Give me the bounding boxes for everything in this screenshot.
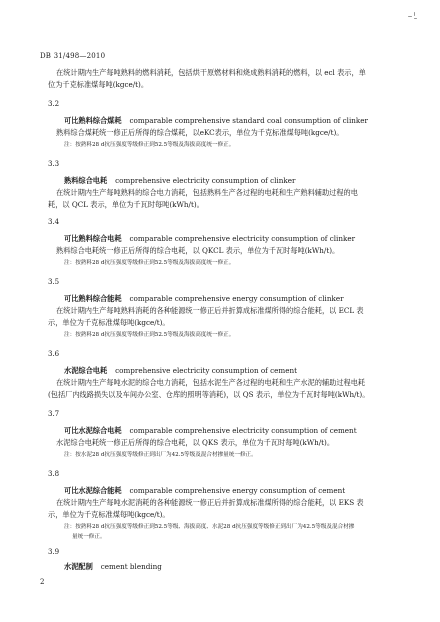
page-number: 2 bbox=[40, 578, 45, 586]
term-zh: 水泥配制 bbox=[64, 562, 93, 571]
definition-line: 在统计期内生产每吨水泥消耗的各种能源统一修正后并折算成标准煤所得的综合能耗，以 EKS 表 bbox=[56, 498, 364, 507]
intro-line-1: 在统计期内生产每吨熟料的燃料消耗，包括烘干原燃材料和烧成熟料消耗的燃料，以 ecl 表示，单 bbox=[56, 68, 366, 77]
term-zh: 可比熟料综合能耗 bbox=[64, 294, 122, 303]
term-heading bbox=[64, 426, 357, 436]
term-en: comparable comprehensive standard coal consumption of clinker bbox=[129, 116, 368, 125]
section-number: 3.5 bbox=[48, 278, 60, 286]
section-number: 3.2 bbox=[48, 100, 60, 108]
term-heading bbox=[64, 366, 297, 376]
section-number: 3.7 bbox=[48, 410, 60, 418]
term-heading bbox=[64, 562, 162, 572]
term-zh: 水泥综合电耗 bbox=[64, 366, 108, 375]
definition-line: 熟料综合电耗统一修正后所得的综合电耗，以 QKCL 表示，单位为千瓦时每吨(kWh/t)。 bbox=[56, 246, 340, 255]
term-zh: 熟料综合电耗 bbox=[64, 176, 108, 185]
corner-mark bbox=[408, 12, 418, 22]
definition-line: 在统计期内生产每吨熟料的综合电力消耗，包括熟料生产各过程的电耗和生产熟料辅助过程的电 bbox=[56, 188, 358, 197]
definition-line: 水泥综合电耗统一修正后所得的综合电耗，以 QKS 表示，单位为千瓦时每吨(kWh/t)。 bbox=[56, 438, 335, 447]
definition-line: 在统计期内生产每吨水泥的综合电力消耗，包括水泥生产各过程的电耗和生产水泥的辅助过程电耗 bbox=[56, 378, 366, 387]
section-number: 3.4 bbox=[48, 218, 60, 226]
term-heading bbox=[64, 116, 368, 126]
section-number: 3.6 bbox=[48, 350, 60, 358]
definition-line: 示，单位为千克标准煤每吨(kgce/t)。 bbox=[48, 510, 170, 519]
term-zh: 可比熟料综合煤耗 bbox=[64, 116, 122, 125]
term-heading bbox=[64, 176, 295, 186]
term-en: comparable comprehensive energy consumption of clinker bbox=[129, 294, 344, 303]
definition-line: 耗，以 QCL 表示，单位为千瓦时每吨(kWh/t)。 bbox=[48, 200, 204, 209]
definition-line: 示，单位为千克标准煤每吨(kgce/t)。 bbox=[48, 318, 170, 327]
term-en: comparable comprehensive energy consumption of cement bbox=[129, 486, 346, 495]
term-en: comparable comprehensive electricity consumption of clinker bbox=[129, 234, 356, 243]
term-zh: 可比熟料综合电耗 bbox=[64, 234, 122, 243]
term-en: cement blending bbox=[100, 562, 162, 571]
term-heading bbox=[64, 234, 355, 244]
intro-line-2: 位为千克标准煤每吨(kgce/t)。 bbox=[48, 80, 149, 89]
definition-line: 熟料综合煤耗统一修正后所得的综合煤耗，以eKC表示，单位为千克标准煤每吨(kgce/t)。 bbox=[56, 128, 344, 137]
term-heading bbox=[64, 294, 344, 304]
note-line: 注：按熟料28 d抗压强度等级修正到52.5等级及海拔高度统一修正。 bbox=[64, 260, 235, 266]
definition-line: 在统计期内生产每吨熟料消耗的各种能源统一修正后并折算成标准煤所得的综合能耗，以 ECL 表 bbox=[56, 306, 364, 315]
section-number: 3.9 bbox=[48, 548, 60, 556]
term-en: comparable comprehensive electricity consumption of cement bbox=[129, 426, 357, 435]
note-line: 注：按熟料28 d抗压强度等级修正到52.5等级、海拔高度、水泥28 d抗压强度等级修正到出厂为42.5等级及混合材掺 bbox=[64, 524, 355, 530]
document-header: DB 31/498—2010 bbox=[40, 52, 106, 60]
definition-line: (包括厂内线路损失以及车间办公室、仓库的照明等消耗)，以 QS 表示，单位为千瓦时每吨(kWh/t)。 bbox=[48, 390, 370, 399]
section-number: 3.8 bbox=[48, 470, 60, 478]
section-number: 3.3 bbox=[48, 160, 60, 168]
term-heading bbox=[64, 486, 345, 496]
term-en: comprehensive electricity consumption of clinker bbox=[115, 176, 296, 185]
note-line: 注：按熟料28 d抗压强度等级修正到52.5等级及海拔高度统一修正。 bbox=[64, 142, 235, 148]
note-line: 注：按熟料28 d抗压强度等级修正到52.5等级及海拔高度统一修正。 bbox=[64, 332, 235, 338]
term-zh: 可比水泥综合电耗 bbox=[64, 426, 122, 435]
term-zh: 可比水泥综合能耗 bbox=[64, 486, 122, 495]
term-en: comprehensive electricity consumption of cement bbox=[115, 366, 297, 375]
note-line: 量统一修正。 bbox=[72, 534, 106, 540]
note-line: 注：按水泥28 d抗压强度等级修正到出厂为42.5等级及混合材掺量统一修正。 bbox=[64, 452, 257, 458]
